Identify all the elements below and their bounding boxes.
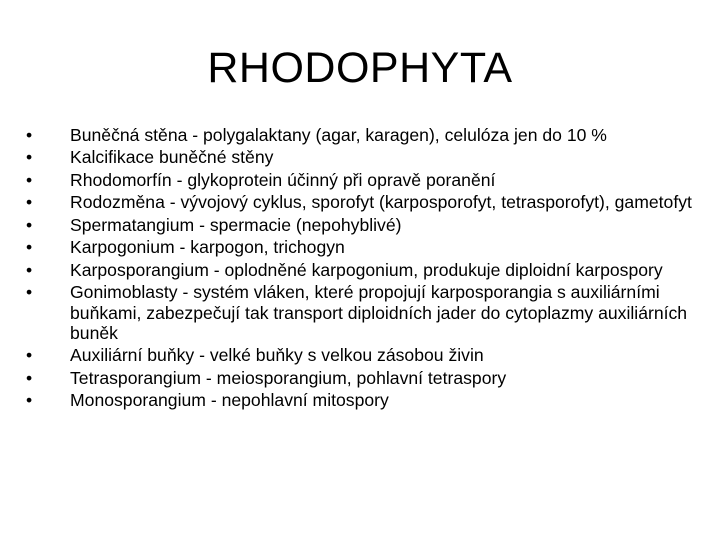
list-item-text: Monosporangium - nepohlavní mitospory bbox=[70, 390, 389, 411]
list-item-text: Kalcifikace buněčné stěny bbox=[70, 147, 274, 168]
bullet-icon: • bbox=[26, 390, 33, 411]
list-item-text: Buněčná stěna - polygalaktany (agar, karagen), celulóza jen do 10 % bbox=[70, 125, 607, 145]
list-item-text: Rodozměna - vývojový cyklus, sporofyt (karposporofyt, tetrasporofyt), gametofyt bbox=[70, 192, 692, 213]
list-item bbox=[26, 215, 706, 235]
list-item-text: Karposporangium - oplodněné karpogonium, produkuje diploidní karpospory bbox=[70, 259, 663, 280]
bullet-icon: • bbox=[26, 147, 33, 168]
list-item bbox=[26, 282, 706, 343]
list-item-text: Karpogonium - karpogon, trichogyn bbox=[70, 237, 345, 258]
list-item bbox=[26, 192, 706, 212]
list-item bbox=[26, 170, 706, 190]
list-item bbox=[26, 260, 706, 280]
list-item-text: Rhodomorfín - glykoprotein účinný při opravě poranění bbox=[70, 169, 496, 190]
bullet-list bbox=[26, 125, 706, 413]
list-item-text: Auxiliární buňky - velké buňky s velkou zásobou živin bbox=[70, 345, 484, 366]
list-item bbox=[26, 147, 706, 167]
slide-title: RHODOPHYTA bbox=[207, 44, 513, 92]
bullet-icon: • bbox=[26, 192, 33, 213]
list-item bbox=[26, 237, 706, 257]
list-item-text: Gonimoblasty - systém vláken, které propojují karposporangia s auxiliárními buňkami, zabezpečují tak transport diploidních jader do cytoplazmy auxiliárních buněk bbox=[70, 282, 688, 343]
bullet-icon: • bbox=[26, 367, 33, 388]
list-item bbox=[26, 368, 706, 388]
bullet-icon: • bbox=[26, 169, 33, 190]
bullet-icon: • bbox=[26, 125, 33, 145]
bullet-icon: • bbox=[26, 282, 33, 303]
list-item bbox=[26, 390, 706, 410]
bullet-icon: • bbox=[26, 237, 33, 258]
bullet-icon: • bbox=[26, 214, 33, 235]
list-item bbox=[26, 125, 706, 145]
bullet-icon: • bbox=[26, 259, 33, 280]
list-item-text: Spermatangium - spermacie (nepohyblivé) bbox=[70, 214, 402, 235]
bullet-icon: • bbox=[26, 345, 33, 366]
list-item-text: Tetrasporangium - meiosporangium, pohlavní tetraspory bbox=[70, 367, 507, 388]
list-item bbox=[26, 345, 706, 365]
